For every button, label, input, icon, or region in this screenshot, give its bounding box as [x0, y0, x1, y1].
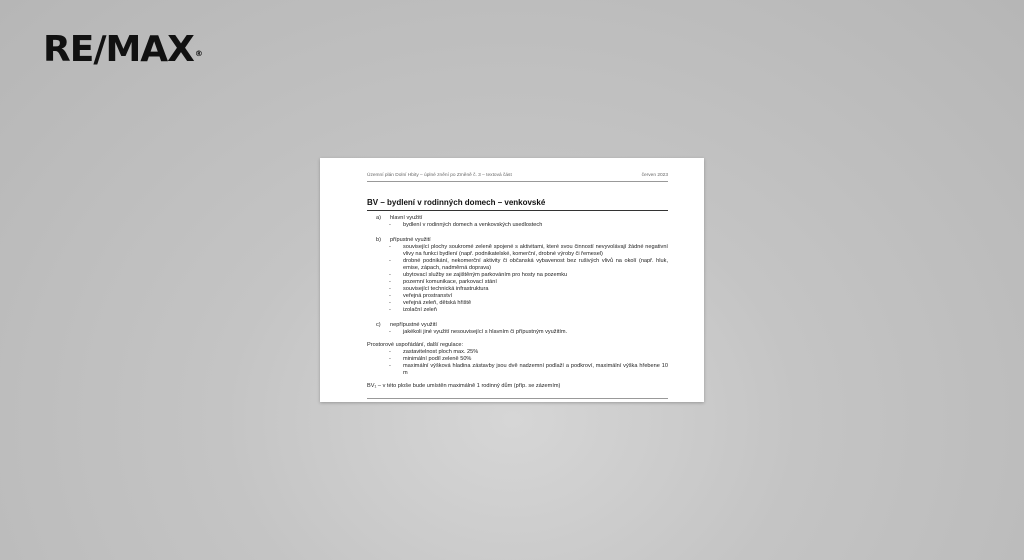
dash-marker: - — [389, 258, 391, 264]
section-title: hlavní využití — [390, 215, 423, 221]
document-page — [320, 158, 704, 402]
list-item — [367, 356, 668, 363]
section-heading — [367, 322, 668, 329]
item-text: maximální výšková hladina zástavby jsou dvě nadzemní podlaží a podkroví, maximální výška hřebene 10 m — [403, 363, 668, 376]
section-letter: a) — [376, 215, 381, 221]
item-text: izolační zeleň — [403, 307, 437, 313]
item-text: pozemní komunikace, parkovací stání — [403, 279, 497, 285]
list-item — [367, 307, 668, 314]
dash-marker: - — [389, 329, 391, 335]
dash-marker: - — [389, 307, 391, 313]
section-spacer — [367, 314, 668, 320]
sections-list — [367, 215, 668, 336]
bv-note: BV₁ – v této ploše bude umístěn maximálně 1 rodinný dům (příp. se zázemím) — [367, 383, 561, 389]
section-heading — [367, 215, 668, 222]
dash-marker: - — [389, 293, 391, 299]
dash-marker: - — [389, 222, 391, 228]
list-item — [367, 329, 668, 336]
list-item — [367, 258, 668, 272]
section-spacer — [367, 229, 668, 235]
list-item — [367, 286, 668, 293]
list-item — [367, 349, 668, 356]
item-text: ubytovací služby se zajištěným parkováním pro hosty na pozemku — [403, 272, 568, 278]
item-text: související plochy soukromé zeleně spojené s aktivitami, které svou činností nevyvolávají žádné negativní vlivy na funkci bydlení (např. podnikatelské, komerční, drobné výroby či řemesel) — [403, 244, 668, 257]
list-item — [367, 293, 668, 300]
item-text: související technická infrastruktura — [403, 286, 489, 292]
footer-divider — [367, 398, 668, 399]
dash-marker: - — [389, 272, 391, 278]
document-title: BV – bydlení v rodinných domech – venkovské — [367, 198, 668, 211]
list-item — [367, 300, 668, 307]
dash-marker: - — [389, 356, 391, 362]
item-text: zastavitelnost ploch max. 25% — [403, 349, 479, 355]
dash-marker: - — [389, 279, 391, 285]
section-letter: b) — [376, 237, 381, 243]
item-text: minimální podíl zeleně 50% — [403, 356, 472, 362]
section-items — [367, 244, 668, 314]
dash-marker: - — [389, 300, 391, 306]
document-header — [367, 172, 668, 182]
item-text: bydlení v rodinných domech a venkovských usedlostech — [403, 222, 543, 228]
list-item — [367, 272, 668, 279]
dash-marker: - — [389, 244, 391, 250]
section-heading — [367, 237, 668, 244]
document-body — [367, 213, 668, 390]
item-text: veřejná zeleň, dětská hřiště — [403, 300, 472, 306]
dash-marker: - — [389, 363, 391, 369]
regulation-title: Prostorové uspořádání, další regulace: — [367, 342, 464, 348]
list-item — [367, 244, 668, 258]
dash-marker: - — [389, 286, 391, 292]
list-item — [367, 363, 668, 377]
header-right: červen 2023 — [641, 173, 668, 178]
section-title: přípustné využití — [390, 237, 431, 243]
section-title: nepřípustné využití — [390, 322, 437, 328]
item-text: drobné podnikání, nekomerční aktivity či občanská vybavenost bez rušivých vlivů na okolí (např. hluk, emise, zápach, nadměrná doprava) — [403, 258, 668, 271]
registered-mark: ® — [194, 49, 202, 58]
regulation-list — [367, 349, 668, 377]
item-text: veřejná prostranství — [403, 293, 453, 299]
section-letter: c) — [376, 322, 381, 328]
list-item — [367, 279, 668, 286]
section-items — [367, 329, 668, 336]
item-text: jakékoli jiné využití nesouvisející s hlavním či přípustným využitím. — [403, 329, 568, 335]
header-left: Územní plán Dolní Hbity – úplné znění po Změně č. 3 – textová část — [367, 173, 512, 178]
section-items — [367, 222, 668, 229]
list-item — [367, 222, 668, 229]
logo-text: RE/MAX — [43, 29, 194, 70]
remax-logo — [43, 30, 202, 70]
dash-marker: - — [389, 349, 391, 355]
